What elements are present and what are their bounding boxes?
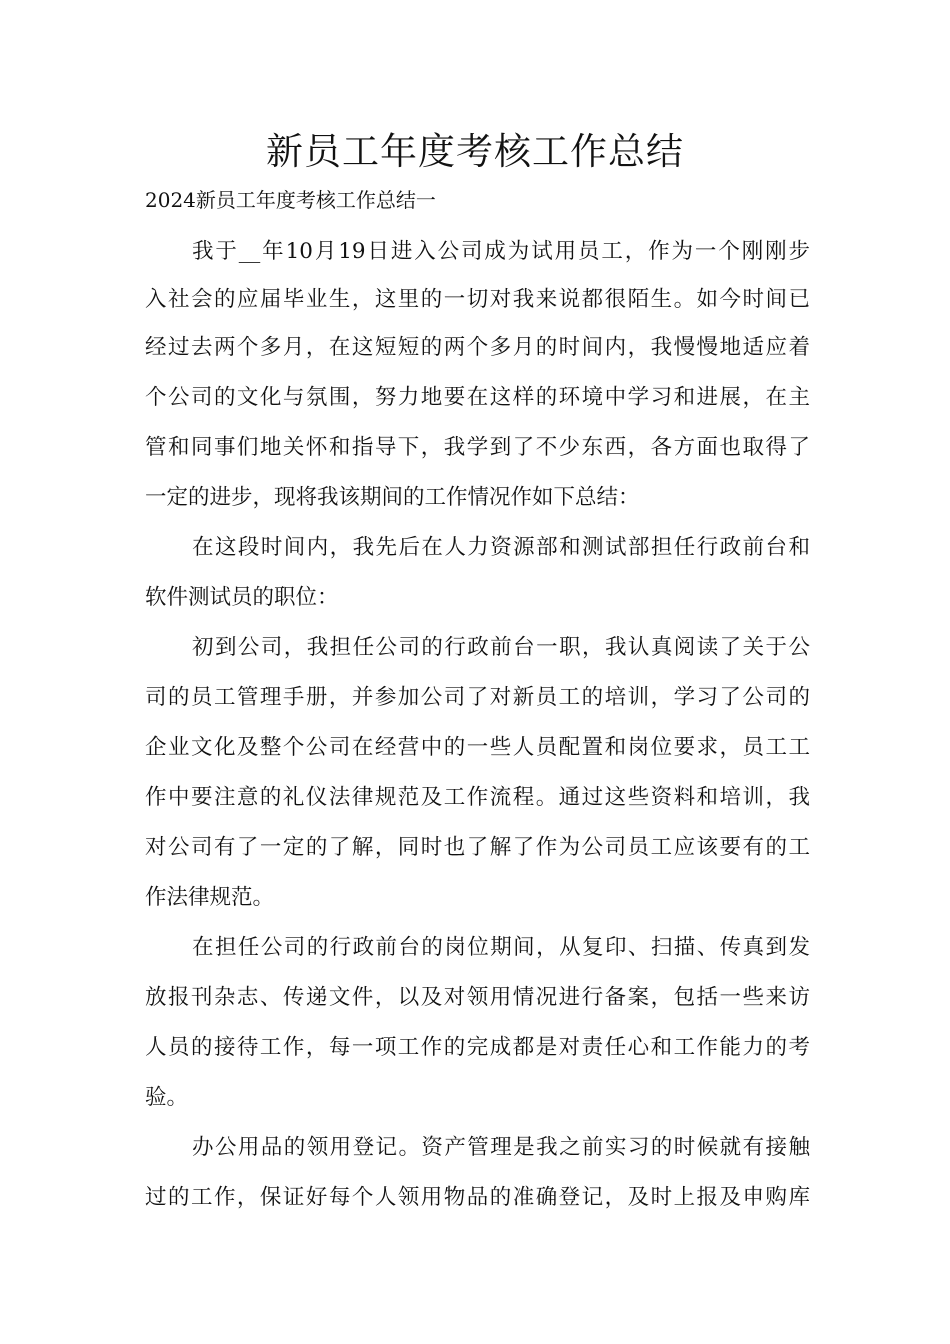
paragraph-line: 验。 xyxy=(145,1085,189,1110)
paragraph-line: 我于__年10月19日进入公司成为试用员工，作为一个刚刚步 xyxy=(192,239,810,264)
paragraph-line: 经过去两个多月，在这短短的两个多月的时间内，我慢慢地适应着 xyxy=(145,335,810,360)
paragraph-line: 作法律规范。 xyxy=(145,885,275,910)
paragraph-line: 初到公司，我担任公司的行政前台一职，我认真阅读了关于公 xyxy=(192,635,810,660)
paragraph-line: 入社会的应届毕业生，这里的一切对我来说都很陌生。如今时间已 xyxy=(145,287,810,312)
paragraph-line: 管和同事们地关怀和指导下，我学到了不少东西，各方面也取得了 xyxy=(145,435,810,460)
paragraph-line: 办公用品的领用登记。资产管理是我之前实习的时候就有接触 xyxy=(192,1135,810,1160)
paragraph-line: 个公司的文化与氛围，努力地要在这样的环境中学习和进展，在主 xyxy=(145,385,810,410)
paragraph-line: 企业文化及整个公司在经营中的一些人员配置和岗位要求，员工工 xyxy=(145,735,810,760)
paragraph-line: 放报刊杂志、传递文件，以及对领用情况进行备案，包括一些来访 xyxy=(145,985,810,1010)
paragraph-line: 在担任公司的行政前台的岗位期间，从复印、扫描、传真到发 xyxy=(192,935,810,960)
document-title: 新员工年度考核工作总结 xyxy=(266,130,684,173)
paragraph-line: 作中要注意的礼仪法律规范及工作流程。通过这些资料和培训，我 xyxy=(145,785,810,810)
paragraph-line: 软件测试员的职位： xyxy=(145,585,339,610)
paragraph-line: 对公司有了一定的了解，同时也了解了作为公司员工应该要有的工 xyxy=(145,835,810,860)
paragraph-line: 过的工作，保证好每个人领用物品的准确登记，及时上报及申购库 xyxy=(145,1185,810,1210)
paragraph-line: 在这段时间内，我先后在人力资源部和测试部担任行政前台和 xyxy=(192,535,810,560)
paragraph-line: 司的员工管理手册，并参加公司了对新员工的培训，学习了公司的 xyxy=(145,685,810,710)
paragraph-line: 人员的接待工作，每一项工作的完成都是对责任心和工作能力的考 xyxy=(145,1035,810,1060)
paragraph-line: 一定的进步，现将我该期间的工作情况作如下总结： xyxy=(145,485,640,510)
document-subtitle: 2024新员工年度考核工作总结一 xyxy=(145,188,436,212)
